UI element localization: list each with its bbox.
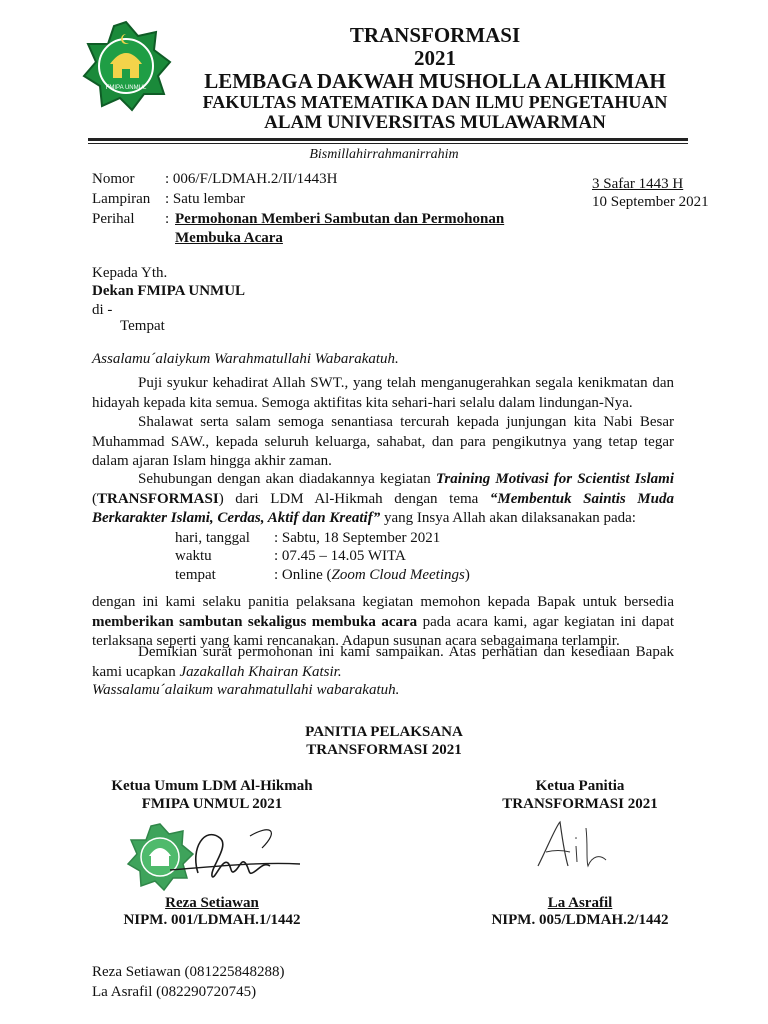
- recipient-place: Tempat: [120, 318, 165, 334]
- left-signer-role: Ketua Umum LDM Al-Hikmah: [111, 778, 313, 794]
- contact-person-2: La Asrafil (082290720745): [92, 984, 257, 1000]
- left-signer-name: Reza Setiawan: [165, 895, 259, 911]
- contact-person-1: Reza Setiawan (081225848288): [92, 964, 285, 980]
- detail-value-time: : 07.45 – 14.05 WITA: [274, 548, 406, 564]
- nomor-label: Nomor: [92, 171, 135, 187]
- detail-label-date: hari, tanggal: [175, 530, 250, 546]
- header-institution: LEMBAGA DAKWAH MUSHOLLA ALHIKMAH: [204, 69, 666, 93]
- detail-place-platform: Zoom Cloud Meetings: [331, 567, 465, 583]
- event-paren-open: (: [92, 490, 97, 507]
- event-theme: “Membentuk Saintis Muda Berkarakter Islami, Cerdas, Aktif dan Kreatif”: [92, 490, 674, 526]
- lampiran-value: : Satu lembar: [165, 191, 245, 207]
- recipient-name: Dekan FMIPA UNMUL: [92, 283, 246, 299]
- paragraph-closing: [92, 643, 674, 682]
- recipient-di: di -: [92, 302, 113, 318]
- logo-text: FMIPA UNMUL: [105, 85, 147, 91]
- detail-place-prefix: : Online (: [274, 567, 332, 583]
- header-title: TRANSFORMASI: [349, 23, 521, 47]
- left-handwritten-signature-icon: [150, 818, 310, 888]
- right-signer-name: La Asrafil: [547, 895, 613, 911]
- recipient-greeting: Kepada Yth.: [92, 265, 168, 281]
- committee-event: TRANSFORMASI 2021: [306, 742, 462, 758]
- event-acronym: TRANSFORMASI: [97, 490, 219, 507]
- right-signer-nipm: NIPM. 005/LDMAH.2/1442: [491, 912, 669, 928]
- detail-label-time: waktu: [175, 548, 212, 564]
- paragraph-gratitude: Puji syukur kehadirat Allah SWT., yang telah menganugerahkan segala kenikmatan dan hidayah kepada kita semua. Semoga aktifitas kita sehari-hari selalu dalam lindungan-Nya.: [92, 375, 674, 411]
- event-name: Training Motivasi for Scientist Islami: [435, 471, 674, 487]
- left-signer-nipm: NIPM. 001/LDMAH.1/1442: [123, 912, 301, 928]
- paragraph-event-intro: [92, 470, 674, 529]
- perihal-subject-line1: Permohonan Memberi Sambutan dan Permohonan: [175, 211, 505, 227]
- detail-value-place: [274, 567, 470, 584]
- header-year: 2021: [414, 46, 456, 70]
- right-signer-role: Ketua Panitia: [535, 778, 625, 794]
- right-handwritten-signature-icon: [530, 816, 630, 876]
- left-signer-org: FMIPA UNMUL 2021: [141, 796, 283, 812]
- closing-thanks: Jazakallah Khairan Katsir.: [179, 663, 342, 680]
- event-organizer-text: ) dari LDM Al-Hikmah dengan tema: [218, 490, 490, 507]
- committee-title: PANITIA PELAKSANA: [305, 724, 463, 740]
- request-text-start: dengan ini kami selaku panitia pelaksana kegiatan memohon kepada Bapak untuk bersedia: [92, 594, 674, 610]
- request-text-end: pada acara kami, agar kegiatan ini dapat terlaksana seperti yang kami rencanakan. Adapun susunan acara sebagaimana terlampir.: [92, 613, 674, 649]
- header-divider-thin: [88, 143, 688, 144]
- header-university: ALAM UNIVERSITAS MULAWARMAN: [264, 112, 606, 133]
- perihal-label: Perihal: [92, 211, 135, 227]
- request-emphasis: memberikan sambutan sekaligus membuka acara: [92, 613, 418, 630]
- perihal-subject-line2: Membuka Acara: [175, 230, 283, 246]
- detail-label-place: tempat: [175, 567, 216, 583]
- header-divider-thick: [88, 138, 688, 141]
- event-schedule-intro: yang Insya Allah akan dilaksanakan pada:: [380, 510, 636, 526]
- detail-place-suffix: ): [464, 567, 470, 583]
- paragraph-shalawat: Shalawat serta salam semoga senantiasa tercurah kepada junjungan kita Nabi Besar Muhammad SAW., kepada seluruh keluarga, sahabat, dan para pengikutnya yang tetap tegar dalam ajaran Islam hingga akhir zaman.: [92, 414, 674, 469]
- nomor-value: : 006/F/LDMAH.2/II/1443H: [165, 171, 338, 187]
- lampiran-label: Lampiran: [92, 191, 151, 207]
- date-hijri: 3 Safar 1443 H: [592, 176, 684, 192]
- perihal-colon: :: [165, 211, 170, 227]
- bismillah: Bismillahirrahmanirrahim: [309, 147, 459, 162]
- mosque-emblem-icon: [80, 20, 172, 112]
- detail-value-date: : Sabtu, 18 September 2021: [274, 530, 441, 546]
- date-masehi: 10 September 2021: [592, 194, 709, 210]
- closing-salam: Wassalamu´alaikum warahmatullahi wabarakatuh.: [92, 682, 400, 698]
- closing-text: Demikian surat permohonan ini kami sampaikan. Atas perhatian dan kesediaan Bapak kami ucapkan: [92, 644, 674, 680]
- right-signer-event: TRANSFORMASI 2021: [502, 796, 658, 812]
- organization-logo: [80, 20, 172, 112]
- opening-salam: Assalamu´alaiykum Warahmatullahi Wabarakatuh.: [92, 351, 399, 367]
- event-intro-text: Sehubungan dengan akan diadakannya kegiatan: [138, 471, 436, 487]
- header-faculty: FAKULTAS MATEMATIKA DAN ILMU PENGETAHUAN: [202, 92, 668, 112]
